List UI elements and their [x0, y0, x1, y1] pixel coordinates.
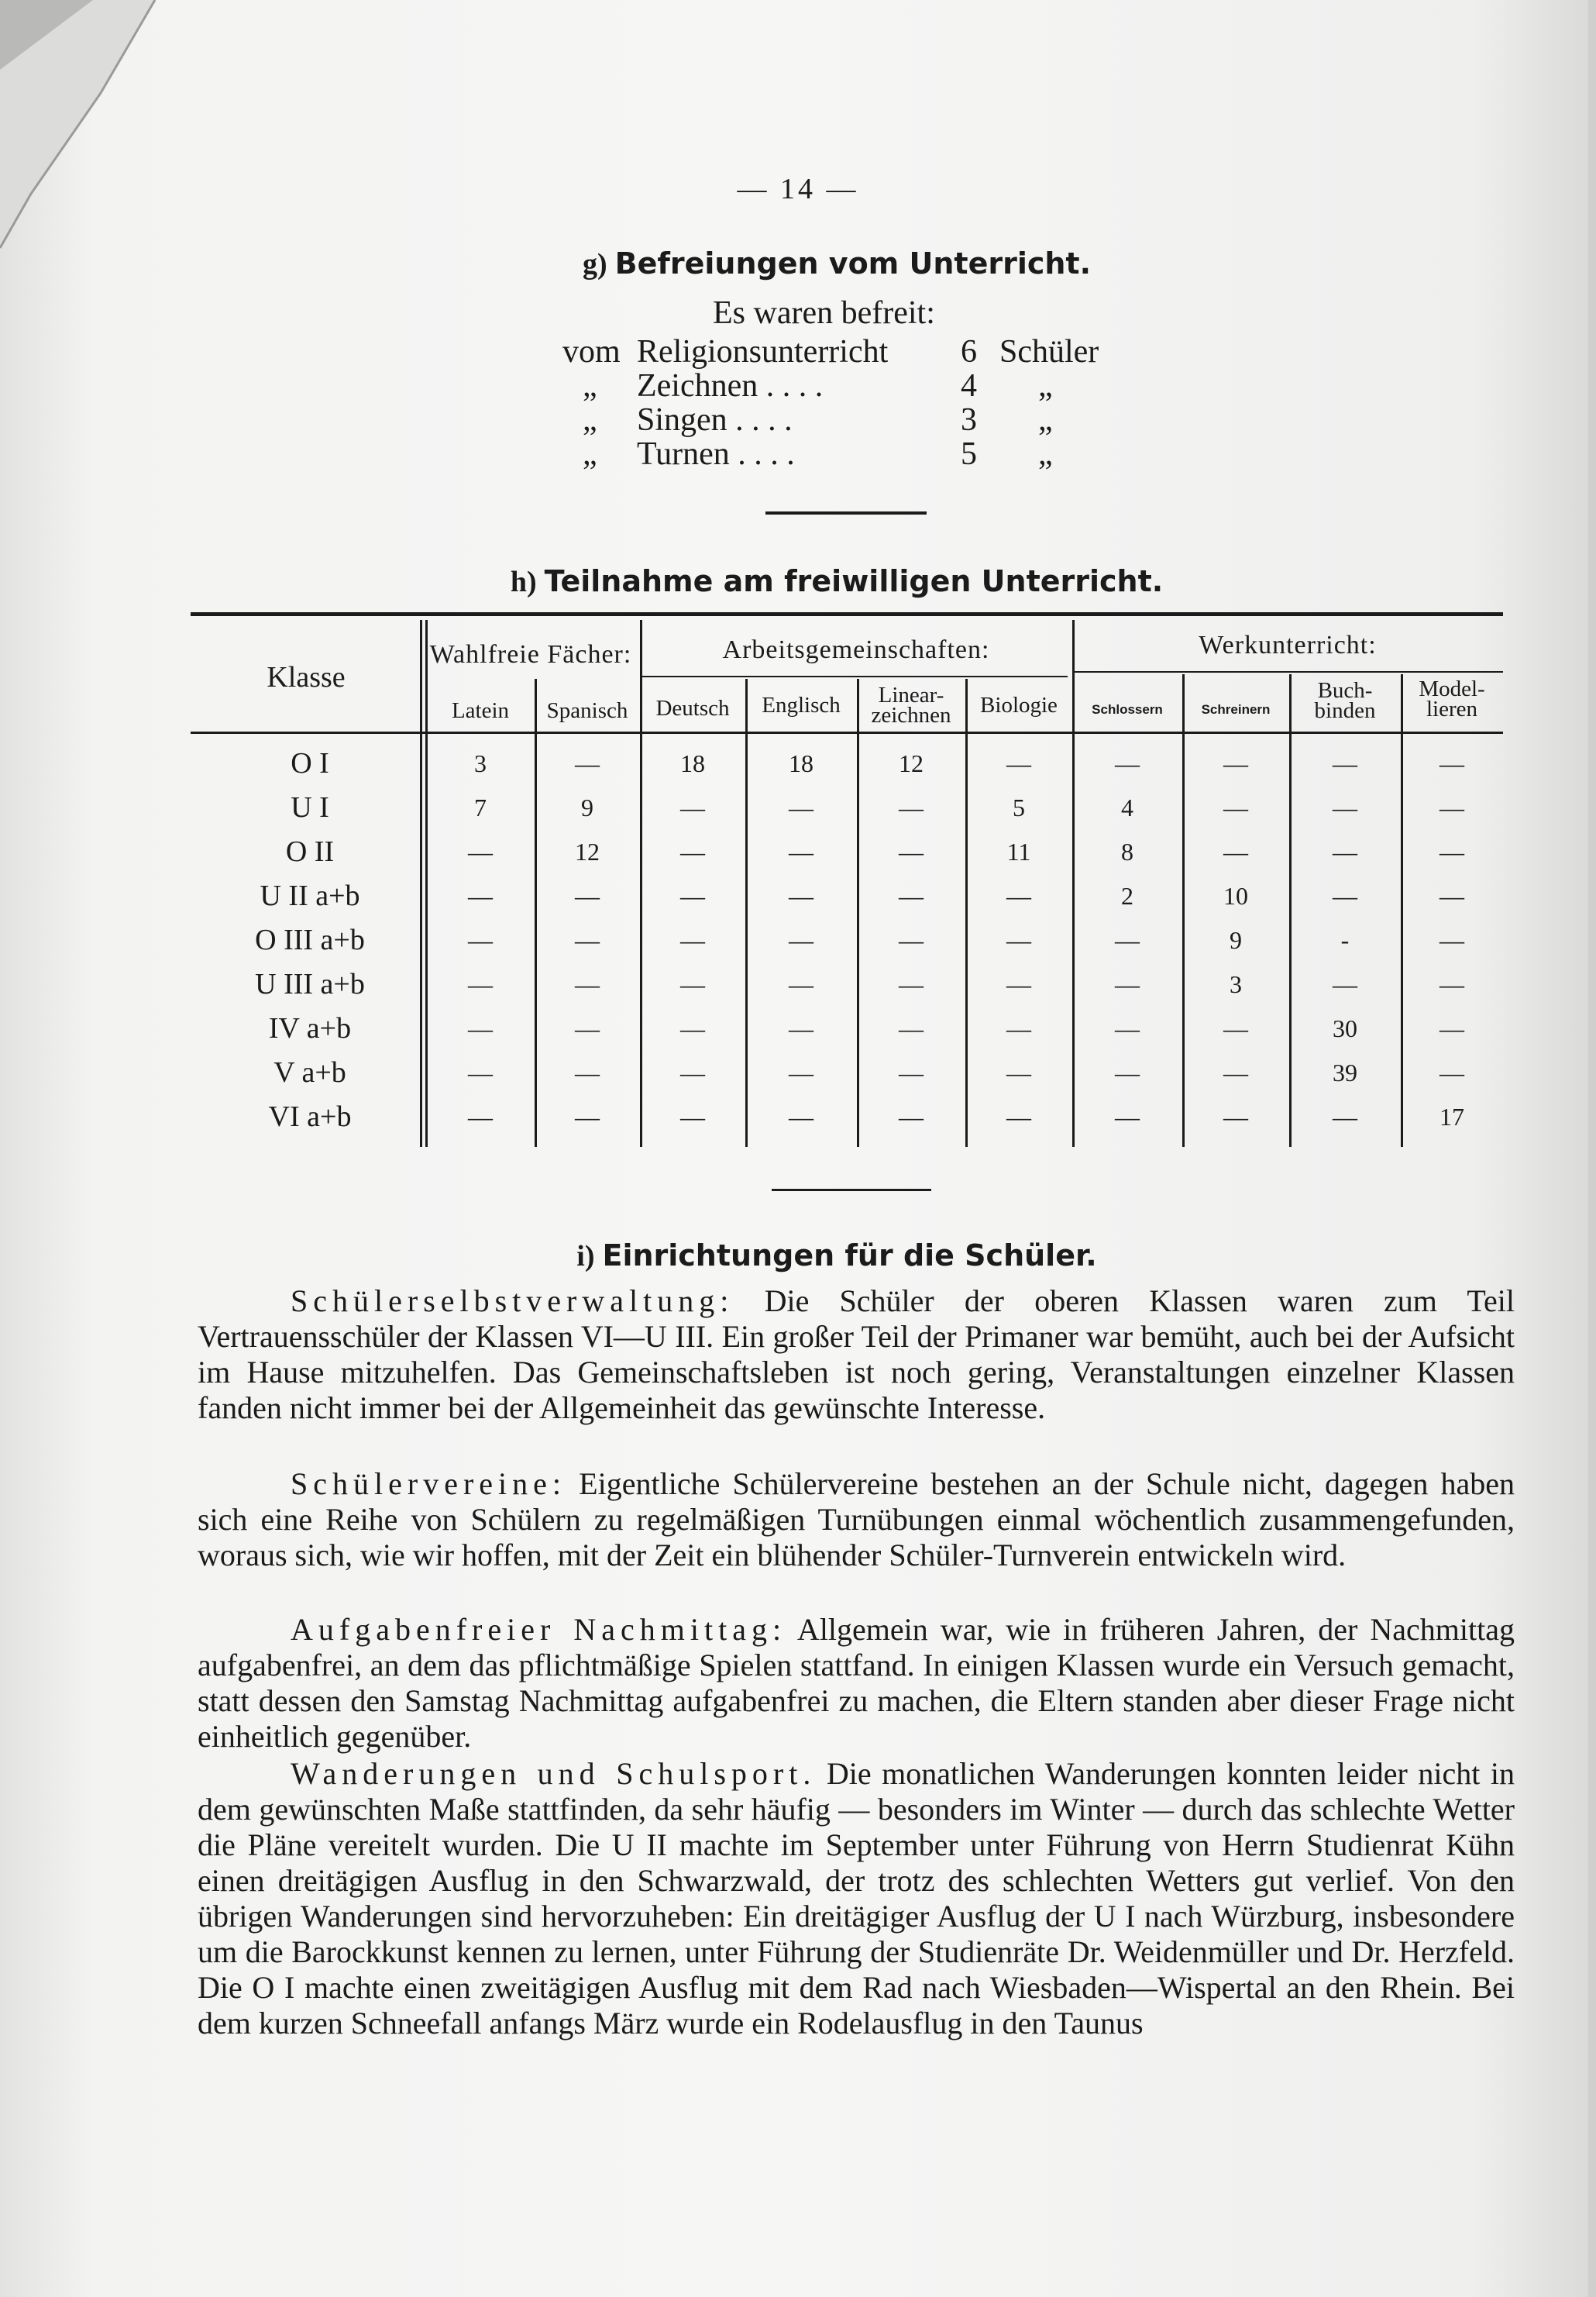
row-klasse: O I	[291, 747, 329, 780]
table-cell: —	[899, 1014, 924, 1042]
paragraph-lead: Schülerselbstverwaltung:	[291, 1283, 734, 1318]
table-cell: 12	[899, 749, 924, 777]
table-cell: —	[1439, 882, 1464, 910]
table-cell: —	[1439, 970, 1464, 998]
column-header: Biologie	[980, 693, 1058, 718]
table-cell: 11	[1006, 838, 1031, 866]
exemption-subject: Zeichnen . . . .	[637, 368, 824, 404]
section-i-heading	[0, 1238, 1596, 1273]
paragraph-selbstverwaltung	[198, 1283, 1515, 1426]
table-cell: —	[1333, 1103, 1357, 1131]
table-cell: —	[468, 1059, 493, 1087]
table-cell: —	[1439, 1059, 1464, 1087]
section-g-title: Befreiungen vom Unterricht.	[614, 246, 1092, 281]
table-cell: —	[899, 1103, 924, 1131]
table-cell: —	[1439, 749, 1464, 777]
table-cell: 10	[1223, 882, 1248, 910]
table-cell: —	[575, 882, 600, 910]
table-cell: —	[789, 1014, 813, 1042]
row-klasse: U III a+b	[255, 968, 365, 1000]
table-cell: —	[899, 926, 924, 954]
group-header-arbeitsgemeinschaften: Arbeitsgemeinschaften:	[722, 635, 990, 664]
table-cell: —	[1006, 926, 1031, 954]
section-i-title: Einrichtungen für die Schüler.	[602, 1238, 1097, 1272]
section-h-letter: h)	[510, 566, 537, 598]
table-cell: —	[1223, 1103, 1248, 1131]
paragraph-lead: Aufgabenfreier Nachmittag:	[291, 1612, 787, 1647]
exemption-subject: Turnen . . . .	[637, 436, 795, 472]
paragraph-text: Die monatlichen Wanderungen konnten leider nicht in dem gewünschten Maße stattfinden, da sehr häufig — besonders im Winter — durch das schlechte Wetter die Pläne vereitelt wurden. Die U II machte im September unter Führung von Herrn Studienrat Kühn einen dreitägigen Ausflug in den Schwarzwald, der trotz des schlechten Wetters gut verlief. Von den übrigen Wanderungen sind hervorzuheben: Ein dreitägiger Ausflug der U I nach Würzburg, insbesondere um die Barockkunst kennen zu lernen, unter Führung der Studienräte Dr. Weidenmüller und Dr. Herzfeld. Die O I machte einen zweitägigen Ausflug mit dem Rad nach Wiesbaden—Wispertal an den Rhein. Bei dem kurzen Schneefall anfangs März wurde ein Rodelausflug in den Taunus	[198, 1756, 1515, 2040]
table-cell: 18	[789, 749, 813, 777]
klasse-header: Klasse	[267, 661, 346, 694]
column-header: Linear- zeichnen	[871, 683, 951, 728]
table-cell: —	[1115, 749, 1140, 777]
table-cell: —	[789, 1059, 813, 1087]
exemption-unit: „	[1038, 402, 1053, 438]
column-header: Latein	[451, 698, 510, 723]
table-cell: —	[1115, 1059, 1140, 1087]
table-cell: —	[468, 838, 493, 866]
row-klasse: VI a+b	[268, 1100, 352, 1133]
section-i-letter: i)	[576, 1240, 595, 1272]
column-header: Deutsch	[655, 696, 730, 721]
table-cell: —	[680, 1103, 705, 1131]
table-cell: —	[1223, 1059, 1248, 1087]
table-cell: —	[575, 1014, 600, 1042]
table-cell: —	[680, 838, 705, 866]
table-cell: —	[575, 970, 600, 998]
group-header-wahlfrei: Wahlfreie Fächer:	[429, 640, 632, 669]
table-cell: 2	[1121, 882, 1133, 910]
column-header: Spanisch	[546, 698, 628, 723]
exemption-prefix: „	[583, 368, 597, 404]
row-klasse: V a+b	[273, 1056, 346, 1089]
table-cell: —	[1115, 1014, 1140, 1042]
section-h-heading	[0, 564, 1596, 599]
table-cell: 18	[680, 749, 705, 777]
table-cell: 5	[1013, 794, 1025, 821]
table-cell: —	[1223, 1014, 1248, 1042]
table-cell: —	[680, 970, 705, 998]
paragraph-lead: Schülervereine:	[291, 1466, 566, 1501]
table-cell: —	[899, 794, 924, 821]
table-cell: —	[1006, 970, 1031, 998]
table-cell: —	[1006, 1014, 1031, 1042]
column-header: Schlossern	[1092, 702, 1163, 717]
table-cell: —	[575, 749, 600, 777]
column-header: Model- lieren	[1419, 677, 1485, 721]
table-cell: —	[789, 882, 813, 910]
table-cell: 8	[1121, 838, 1133, 866]
paragraph-text: Die Schüler der oberen Klassen waren zum Teil Vertrauensschüler der Klassen VI—U III. Ein großer Teil der Primaner war bemüht, auch bei der Aufsicht im Hause mitzuhelfen. Das Gemeinschaftsleben ist noch gering, Veranstaltungen einzelner Klassen fanden nicht immer bei der Allgemeinheit das gewünschte Interesse.	[198, 1283, 1515, 1425]
row-klasse: IV a+b	[268, 1012, 352, 1045]
table-cell: —	[468, 1103, 493, 1131]
table-cell: —	[468, 1014, 493, 1042]
table-cell: —	[1333, 882, 1357, 910]
table-cell: —	[1006, 882, 1031, 910]
section-h-title: Teilnahme am freiwilligen Unterricht.	[544, 564, 1164, 598]
table-cell: —	[575, 926, 600, 954]
section-g-heading	[0, 246, 1596, 281]
table-cell: —	[1333, 838, 1357, 866]
table-cell: —	[575, 1103, 600, 1131]
exemption-prefix: „	[583, 402, 597, 438]
table-cell: —	[1439, 1014, 1464, 1042]
table-cell: —	[1006, 1103, 1031, 1131]
table-cell: —	[899, 882, 924, 910]
table-cell: —	[899, 1059, 924, 1087]
table-cell: —	[1223, 838, 1248, 866]
table-cell: —	[1115, 1103, 1140, 1131]
table-cell: 17	[1439, 1103, 1464, 1131]
table-cell: 12	[575, 838, 600, 866]
exemption-count: 4	[961, 368, 977, 404]
section-divider	[772, 1189, 931, 1191]
group-header-werkunterricht: Werkunterricht:	[1199, 631, 1377, 659]
table-cell: —	[789, 926, 813, 954]
paragraph-schuelervereine	[198, 1466, 1515, 1573]
table-cell: —	[1115, 926, 1140, 954]
column-header: Englisch	[762, 693, 841, 718]
table-cell: —	[468, 970, 493, 998]
exemption-prefix: „	[583, 436, 597, 472]
paragraph-text: Allgemein war, wie in früheren Jahren, der Nachmittag aufgabenfrei, an dem das pflichtmäßige Spielen stattfand. In einigen Klassen wurde ein Versuch gemacht, statt dessen den Samstag Nachmittag aufgabenfrei zu machen, die Eltern standen aber dieser Frage nicht einheitlich gegenüber.	[198, 1612, 1515, 1754]
exemption-subject: Religionsunterricht	[637, 334, 889, 370]
page-number: — 14 —	[737, 173, 859, 205]
paragraph-nachmittag	[198, 1612, 1515, 1755]
table-cell: —	[680, 1059, 705, 1087]
table-cell: —	[1333, 970, 1357, 998]
table-cell: —	[575, 1059, 600, 1087]
table-cell: —	[1223, 794, 1248, 821]
table-cell: —	[680, 794, 705, 821]
table-cell: —	[680, 1014, 705, 1042]
table-cell: —	[789, 970, 813, 998]
section-g-letter: g)	[582, 248, 607, 281]
table-cell: —	[789, 794, 813, 821]
table-cell: —	[899, 970, 924, 998]
section-divider	[765, 511, 927, 515]
table-cell: 39	[1333, 1059, 1357, 1087]
table-cell: 9	[581, 794, 593, 821]
table-cell: —	[1223, 749, 1248, 777]
row-klasse: O II	[285, 835, 335, 868]
exemption-intro: Es waren befreit:	[713, 295, 935, 331]
table-cell: —	[680, 926, 705, 954]
table-cell: —	[1439, 838, 1464, 866]
row-klasse: U II a+b	[260, 880, 360, 912]
table-cell: —	[1439, 794, 1464, 821]
table-cell: 3	[474, 749, 487, 777]
table-cell: —	[789, 1103, 813, 1131]
paragraph-text: Eigentliche Schülervereine bestehen an der Schule nicht, dagegen haben sich eine Reihe von Schülern zu regelmäßigen Turnübungen einmal wöchentlich zusammengefunden, woraus sich, wie wir hoffen, mit der Zeit ein blühender Schüler-Turnverein entwickeln wird.	[198, 1466, 1515, 1572]
row-klasse: O III a+b	[255, 924, 365, 956]
exemption-count: 6	[961, 334, 977, 370]
table-cell: 4	[1121, 794, 1133, 821]
table-cell: 7	[474, 794, 487, 821]
page-edge	[1588, 0, 1596, 2297]
table-cell: 3	[1230, 970, 1242, 998]
table-cell: —	[1333, 794, 1357, 821]
paragraph-lead: Wanderungen und Schulsport.	[291, 1756, 817, 1791]
exemption-subject: Singen . . . .	[637, 402, 793, 438]
table-cell: —	[468, 926, 493, 954]
table-cell: —	[789, 838, 813, 866]
table-cell: —	[1439, 926, 1464, 954]
table-cell: 30	[1333, 1014, 1357, 1042]
table-cell: -	[1340, 926, 1350, 954]
table-cell: —	[1115, 970, 1140, 998]
table-cell: —	[1006, 1059, 1031, 1087]
table-cell: —	[468, 882, 493, 910]
exemption-unit: Schüler	[999, 334, 1099, 370]
exemption-unit: „	[1038, 368, 1053, 404]
column-header: Schreinern	[1201, 702, 1271, 717]
exemption-count: 3	[961, 402, 977, 438]
table-cell: —	[1333, 749, 1357, 777]
exemption-count: 5	[961, 436, 977, 472]
folded-corner	[0, 0, 201, 256]
table-cell: —	[899, 838, 924, 866]
table-cell: —	[680, 882, 705, 910]
row-klasse: U I	[291, 791, 329, 824]
column-header: Buch- binden	[1314, 678, 1376, 723]
exemption-prefix: vom	[562, 334, 621, 370]
table-cell: —	[1006, 749, 1031, 777]
table-cell: 9	[1230, 926, 1242, 954]
exemption-unit: „	[1038, 436, 1053, 472]
paragraph-wanderungen	[198, 1756, 1515, 2041]
